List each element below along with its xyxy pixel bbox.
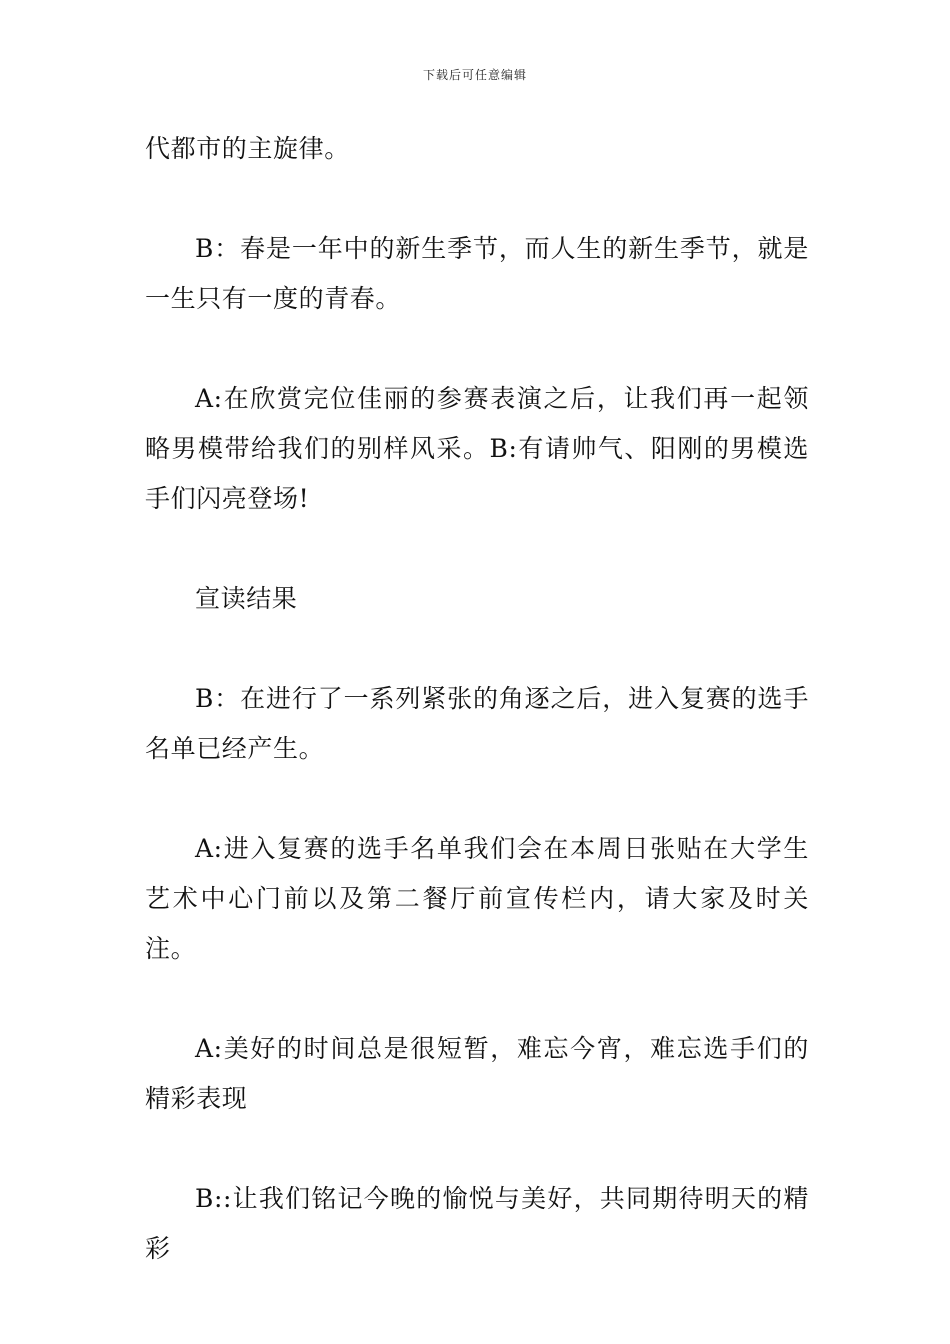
paragraph-spring: B：春是一年中的新生季节，而人生的新生季节，就是一生只有一度的青春。 [145, 234, 809, 313]
paragraph-closing: B::让我们铭记今晚的愉悦与美好，共同期待明天的精彩 [145, 1184, 809, 1263]
paragraph-time-short: A:美好的时间总是很短暂，难忘今宵，难忘选手们的精彩表现 [145, 1034, 809, 1113]
paragraph-continuation: 代都市的主旋律。 [145, 134, 350, 163]
paragraph-finalists: B：在进行了一系列紧张的角逐之后，进入复赛的选手名单已经产生。 [145, 684, 809, 763]
header-note: 下载后可任意编辑 [422, 68, 527, 82]
paragraph-male-models: A:在欣赏完位佳丽的参赛表演之后，让我们再一起领略男模带给我们的别样风采。B:有请帅气、阳刚的男模选手们闪亮登场! [145, 384, 809, 513]
document-body [145, 124, 809, 1324]
section-heading-results: 宣读结果 [195, 584, 298, 613]
paragraph-announcement: A:进入复赛的选手名单我们会在本周日张贴在大学生艺术中心门前以及第二餐厅前宣传栏内，请大家及时关注。 [145, 834, 809, 963]
